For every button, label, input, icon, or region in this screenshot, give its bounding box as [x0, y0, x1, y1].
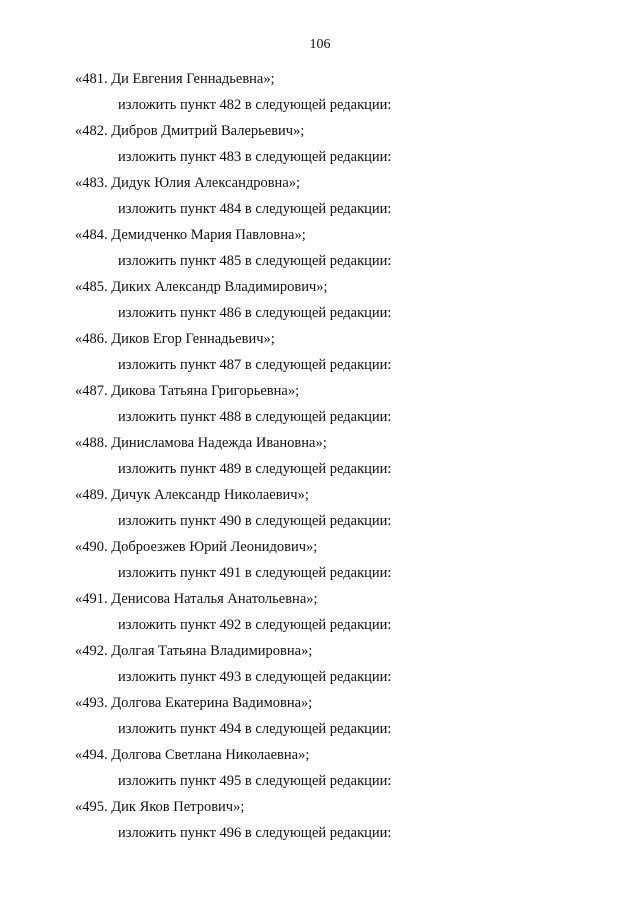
entry-instruction: изложить пункт 495 в следующей редакции:	[118, 773, 392, 789]
list-item	[0, 690, 640, 742]
list-item	[0, 742, 640, 794]
list-item	[0, 586, 640, 638]
entry-text: «487. Дикова Татьяна Григорьевна»;	[75, 383, 300, 399]
list-item	[0, 274, 640, 326]
entry-instruction: изложить пункт 485 в следующей редакции:	[118, 253, 392, 269]
entry-text: «495. Дик Яков Петрович»;	[75, 799, 245, 815]
entry-text: «484. Демидченко Мария Павловна»;	[75, 227, 306, 243]
entry-instruction: изложить пункт 490 в следующей редакции:	[118, 513, 392, 529]
list-item	[0, 326, 640, 378]
entry-instruction: изложить пункт 496 в следующей редакции:	[118, 825, 392, 841]
document-body	[0, 66, 640, 846]
entry-instruction: изложить пункт 492 в следующей редакции:	[118, 617, 392, 633]
entry-text: «481. Ди Евгения Геннадьевна»;	[75, 71, 275, 87]
entry-text: «491. Денисова Наталья Анатольевна»;	[75, 591, 318, 607]
entry-instruction: изложить пункт 487 в следующей редакции:	[118, 357, 392, 373]
entry-text: «493. Долгова Екатерина Вадимовна»;	[75, 695, 313, 711]
entry-text: «490. Доброезжев Юрий Леонидович»;	[75, 539, 318, 555]
list-item	[0, 66, 640, 118]
list-item	[0, 170, 640, 222]
entry-instruction: изложить пункт 486 в следующей редакции:	[118, 305, 392, 321]
list-item	[0, 222, 640, 274]
entry-text: «482. Дибров Дмитрий Валерьевич»;	[75, 123, 305, 139]
entry-text: «492. Долгая Татьяна Владимировна»;	[75, 643, 313, 659]
list-item	[0, 378, 640, 430]
entry-instruction: изложить пункт 489 в следующей редакции:	[118, 461, 392, 477]
entry-instruction: изложить пункт 494 в следующей редакции:	[118, 721, 392, 737]
entry-text: «485. Диких Александр Владимирович»;	[75, 279, 328, 295]
entry-instruction: изложить пункт 488 в следующей редакции:	[118, 409, 392, 425]
page-number: 106	[309, 37, 331, 52]
entry-text: «488. Динисламова Надежда Ивановна»;	[75, 435, 327, 451]
entry-instruction: изложить пункт 491 в следующей редакции:	[118, 565, 392, 581]
entry-instruction: изложить пункт 484 в следующей редакции:	[118, 201, 392, 217]
entry-text: «486. Диков Егор Геннадьевич»;	[75, 331, 275, 347]
entry-instruction: изложить пункт 483 в следующей редакции:	[118, 149, 392, 165]
entry-text: «483. Дидук Юлия Александровна»;	[75, 175, 301, 191]
list-item	[0, 638, 640, 690]
list-item	[0, 534, 640, 586]
entry-text: «494. Долгова Светлана Николаевна»;	[75, 747, 310, 763]
entry-instruction: изложить пункт 482 в следующей редакции:	[118, 97, 392, 113]
list-item	[0, 482, 640, 534]
entry-instruction: изложить пункт 493 в следующей редакции:	[118, 669, 392, 685]
list-item	[0, 794, 640, 846]
entry-text: «489. Дичук Александр Николаевич»;	[75, 487, 309, 503]
list-item	[0, 430, 640, 482]
list-item	[0, 118, 640, 170]
